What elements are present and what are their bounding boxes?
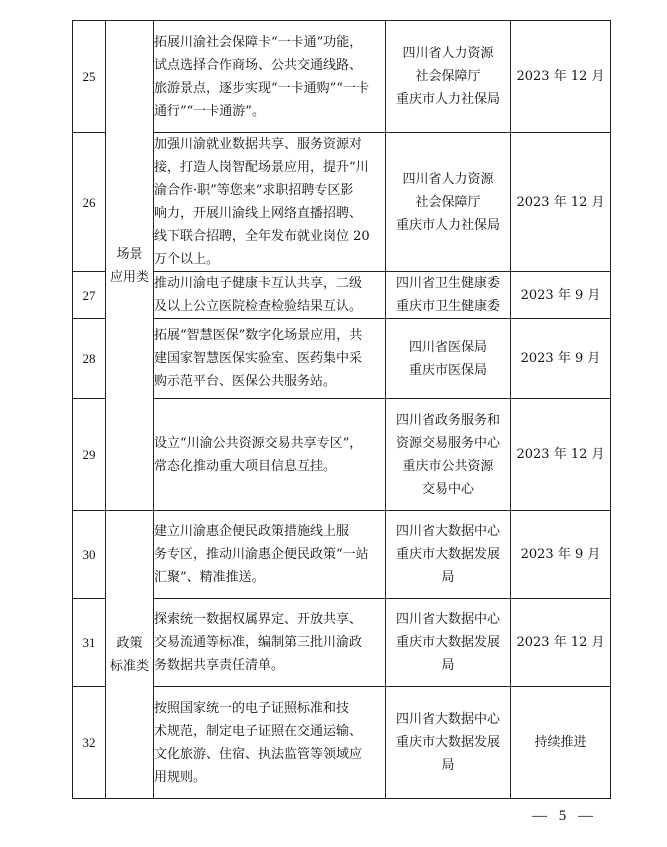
content-line: 加强川渝就业数据共享、服务资源对: [154, 137, 363, 152]
task-content: [154, 599, 386, 687]
content-line: 推动川渝电子健康卡互认共享，二级: [154, 276, 363, 291]
content-line: 建立川渝惠企便民政策措施线上服: [154, 524, 350, 539]
category-cell-scene: [106, 21, 154, 511]
content-line: 拓展“智慧医保”数字化场景应用，共: [154, 328, 363, 343]
table-row: [73, 511, 611, 599]
content-line: 设立“川渝公共资源交易共享专区”，: [154, 435, 363, 451]
deadline: 2023 年 9 月: [511, 272, 611, 319]
table-row: [73, 21, 611, 133]
content-line: 试点选择合作商场、公共交通线路、: [154, 57, 363, 73]
content-line: 常态化推动重大项目信息互挂。: [154, 458, 337, 474]
row-number: 29: [73, 399, 106, 511]
content-line: 术规范，制定电子证照在交通运输、: [154, 723, 363, 739]
unit-line: 重庆市人力社保局: [395, 92, 500, 107]
category-label: 应用类: [109, 269, 149, 285]
task-content: [154, 687, 386, 799]
unit-line: 重庆市公共资源: [402, 458, 494, 474]
content-line: 文化旅游、住宿、执法监管等领域应: [154, 746, 363, 762]
task-content: [154, 21, 386, 133]
content-line: 万个以上。: [154, 252, 220, 267]
unit-line: 四川省大数据中心: [395, 712, 500, 727]
unit-line: 重庆市大数据发展: [395, 547, 500, 562]
unit-line: 四川省卫生健康委: [395, 276, 500, 291]
unit-line: 资源交易服务中心: [395, 435, 500, 451]
table-row: [73, 133, 611, 272]
content-line: 探索统一数据权属界定、开放共享、: [154, 612, 363, 627]
row-number: 32: [73, 687, 106, 799]
responsible-units: [386, 399, 511, 511]
content-line: 响力，开展川渝线上网络直播招聘、: [154, 206, 363, 221]
table-row: [73, 272, 611, 319]
category-label: 场景: [116, 246, 143, 262]
content-line: 汇聚”、精准推送。: [154, 570, 265, 585]
deadline: 2023 年 12 月: [511, 21, 611, 133]
task-content: [154, 399, 386, 511]
category-cell-policy: [106, 511, 154, 799]
row-number: 28: [73, 319, 106, 399]
content-line: 建国家智慧医保实验室、医药集中采: [154, 351, 363, 366]
table-row: [73, 599, 611, 687]
document-table: [72, 20, 611, 799]
unit-line: 交易中心: [421, 481, 474, 497]
content-line: 接，打造人岗智配场景应用，提升“川: [154, 160, 369, 175]
task-content: [154, 319, 386, 399]
task-content: [154, 272, 386, 319]
unit-line: 四川省大数据中心: [395, 612, 500, 627]
content-line: 务专区，推动川渝惠企便民政策“一站: [154, 547, 369, 562]
content-line: 旅游景点，逐步实现“一卡通购”“一卡: [154, 80, 369, 96]
row-number: 30: [73, 511, 106, 599]
deadline: 2023 年 9 月: [511, 319, 611, 399]
responsible-units: [386, 687, 511, 799]
table-row: [73, 399, 611, 511]
responsible-units: [386, 21, 511, 133]
unit-line: 局: [441, 658, 455, 673]
unit-line: 社会保障厅: [415, 194, 481, 210]
content-line: 拓展川渝社会保障卡“一卡通”功能，: [154, 34, 363, 50]
content-line: 按照国家统一的电子证照标准和技: [154, 700, 350, 716]
unit-line: 社会保障厅: [415, 69, 481, 84]
content-line: 及以上公立医院检查检验结果互认。: [154, 299, 363, 314]
unit-line: 重庆市大数据发展: [395, 735, 500, 750]
deadline: 2023 年 12 月: [511, 599, 611, 687]
row-number: 31: [73, 599, 106, 687]
content-line: 通行”“一卡通游”。: [154, 103, 265, 119]
content-line: 线下联合招聘，全年发布就业岗位 20: [154, 229, 370, 244]
unit-line: 局: [441, 570, 455, 585]
table-row: [73, 687, 611, 799]
unit-line: 重庆市医保局: [408, 362, 487, 378]
unit-line: 重庆市人力社保局: [395, 217, 500, 233]
unit-line: 四川省政务服务和: [395, 412, 500, 428]
row-number: 26: [73, 133, 106, 272]
row-number: 27: [73, 272, 106, 319]
deadline: 持续推进: [511, 687, 611, 799]
unit-line: 四川省人力资源: [402, 46, 494, 61]
content-line: 交易流通等标准，编制第三批川渝政: [154, 635, 363, 650]
deadline: 2023 年 12 月: [511, 399, 611, 511]
content-line: 务数据共享责任清单。: [154, 658, 285, 673]
category-label: 政策: [116, 635, 143, 651]
category-label: 标准类: [109, 658, 149, 674]
task-content: [154, 133, 386, 272]
deadline: 2023 年 9 月: [511, 511, 611, 599]
unit-line: 重庆市大数据发展: [395, 635, 500, 650]
unit-line: 四川省医保局: [408, 339, 487, 355]
table-row: [73, 319, 611, 399]
responsible-units: [386, 133, 511, 272]
unit-line: 局: [441, 758, 455, 773]
content-line: 用规则。: [154, 769, 207, 785]
task-content: [154, 511, 386, 599]
unit-line: 四川省人力资源: [402, 171, 494, 187]
deadline: 2023 年 12 月: [511, 133, 611, 272]
unit-line: 四川省大数据中心: [395, 524, 500, 539]
responsible-units: [386, 272, 511, 319]
row-number: 25: [73, 21, 106, 133]
content-line: 购示范平台、医保公共服务站。: [154, 374, 337, 389]
responsible-units: [386, 319, 511, 399]
responsible-units: [386, 511, 511, 599]
page-number: — 5 —: [532, 808, 597, 824]
responsible-units: [386, 599, 511, 687]
unit-line: 重庆市卫生健康委: [395, 299, 500, 314]
content-line: 渝合作·职”等您来”求职招聘专区影: [154, 183, 354, 198]
